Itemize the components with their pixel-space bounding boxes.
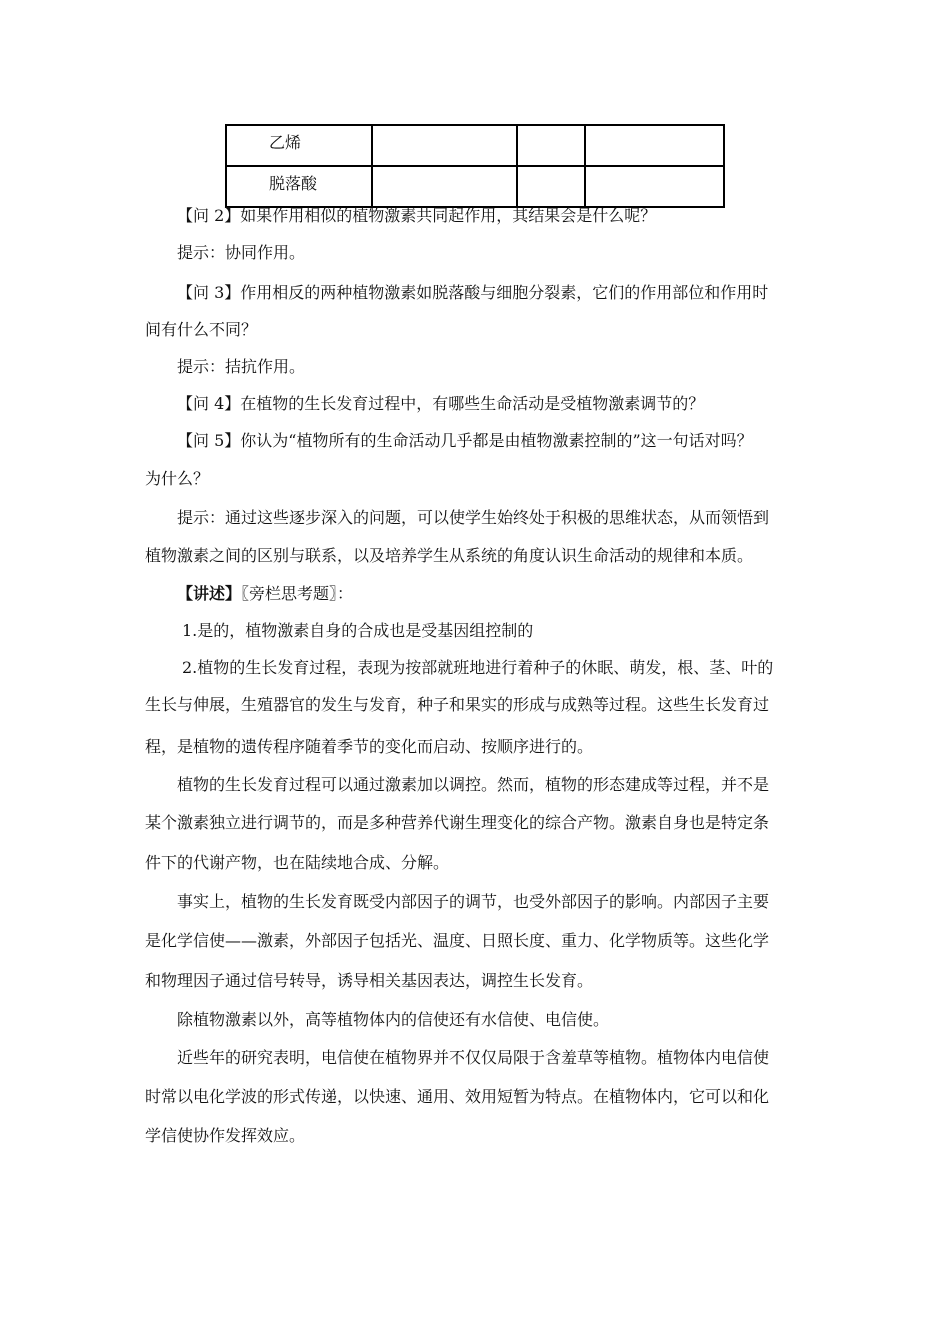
paragraph-4-line3: 学信使协作发挥效应。 [145, 1126, 306, 1145]
answer-item-2-line1: 2.植物的生长发育过程，表现为按部就班地进行着种子的休眠、萌发，根、茎、叶的 [182, 658, 774, 677]
table-cell-name: 脱落酸 [226, 166, 372, 207]
question-3-line1: 【问 3】作用相反的两种植物激素如脱落酸与细胞分裂素，它们的作用部位和作用时 [177, 283, 769, 302]
paragraph-2-line2: 是化学信使——激素，外部因子包括光、温度、日照长度、重力、化学物质等。这些化学 [145, 931, 770, 950]
hint-5-line2: 植物激素之间的区别与联系，以及培养学生从系统的角度认识生命活动的规律和本质。 [145, 546, 754, 565]
table-cell [517, 125, 585, 166]
paragraph-1-line1: 植物的生长发育过程可以通过激素加以调控。然而，植物的形态建成等过程，并不是 [177, 775, 770, 794]
hint-2: 提示：协同作用。 [177, 243, 306, 262]
paragraph-1-line2: 某个激素独立进行调节的，而是多种营养代谢生理变化的综合产物。激素自身也是特定条 [145, 813, 770, 832]
question-2: 【问 2】如果作用相似的植物激素共同起作用，其结果会是什么呢？ [177, 206, 657, 225]
table-cell [372, 166, 518, 207]
question-3-line2: 间有什么不同？ [145, 320, 258, 339]
paragraph-2-line1: 事实上，植物的生长发育既受内部因子的调节，也受外部因子的影响。内部因子主要 [177, 892, 770, 911]
question-5-line2: 为什么？ [145, 469, 210, 488]
table-cell [585, 125, 724, 166]
question-4: 【问 4】在植物的生长发育过程中，有哪些生命活动是受植物激素调节的？ [177, 394, 705, 413]
answer-item-2-line2: 生长与伸展，生殖器官的发生与发育，种子和果实的形成与成熟等过程。这些生长发育过 [145, 695, 770, 714]
question-5-line1: 【问 5】你认为“植物所有的生命活动几乎都是由植物激素控制的”这一句话对吗？ [177, 431, 753, 450]
lecture-topic: 〖旁栏思考题〗： [241, 584, 354, 603]
table-cell [517, 166, 585, 207]
table-row [226, 166, 724, 207]
paragraph-3: 除植物激素以外，高等植物体内的信使还有水信使、电信使。 [177, 1010, 610, 1029]
lecture-heading [177, 584, 353, 604]
lecture-label: 【讲述】 [177, 584, 242, 603]
paragraph-1-line3: 件下的代谢产物，也在陆续地合成、分解。 [145, 853, 450, 872]
answer-item-1: 1.是的，植物激素自身的合成也是受基因组控制的 [182, 621, 534, 640]
table-cell [372, 125, 518, 166]
paragraph-2-line3: 和物理因子通过信号转导，诱导相关基因表达，调控生长发育。 [145, 971, 594, 990]
answer-item-2-line3: 程，是植物的遗传程序随着季节的变化而启动、按顺序进行的。 [145, 737, 594, 756]
hormone-table [225, 124, 725, 208]
table-cell-name: 乙烯 [226, 125, 372, 166]
paragraph-4-line2: 时常以电化学波的形式传递，以快速、通用、效用短暂为特点。在植物体内，它可以和化 [145, 1087, 770, 1106]
hint-5-line1: 提示：通过这些逐步深入的问题，可以使学生始终处于积极的思维状态，从而领悟到 [177, 508, 770, 527]
paragraph-4-line1: 近些年的研究表明，电信使在植物界并不仅仅局限于含羞草等植物。植物体内电信使 [177, 1048, 770, 1067]
table-row [226, 125, 724, 166]
hint-3: 提示：拮抗作用。 [177, 357, 306, 376]
table-cell [585, 166, 724, 207]
